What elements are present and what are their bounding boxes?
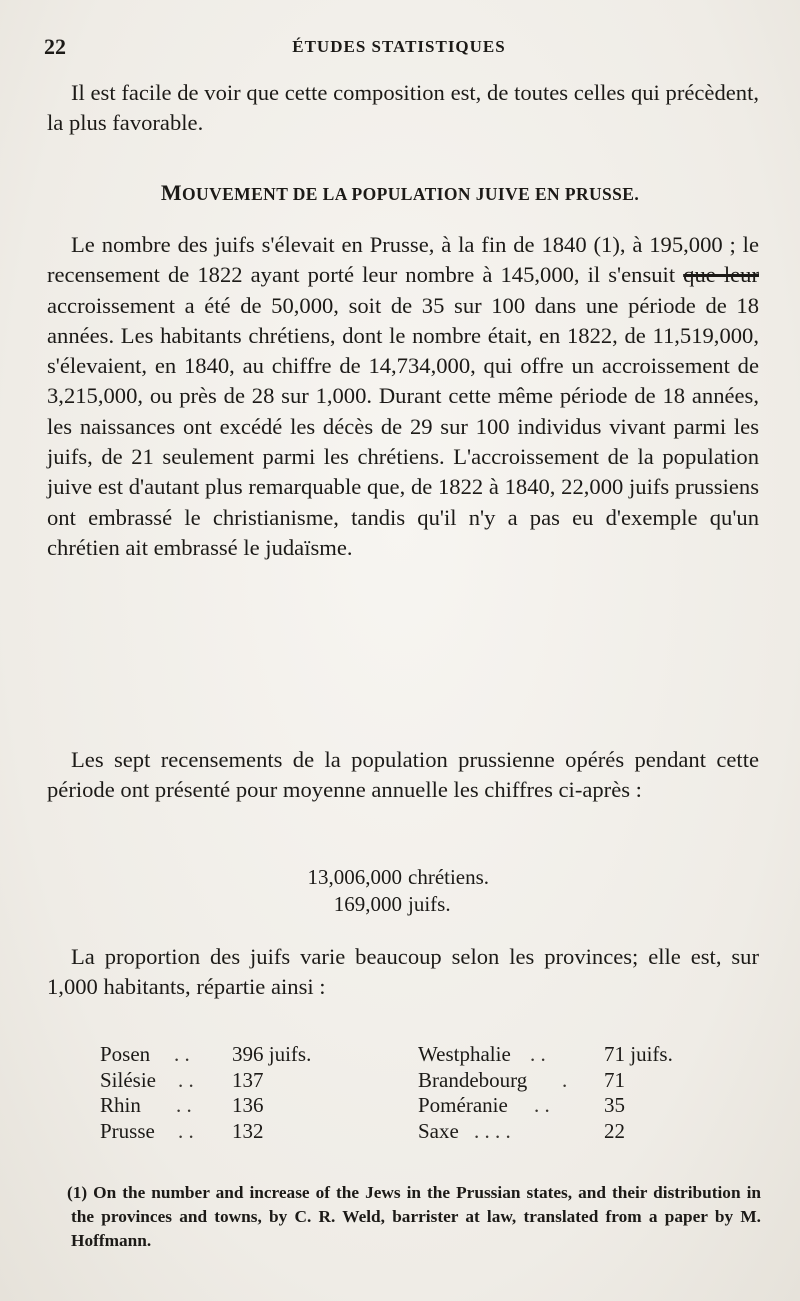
province-value: 137 — [232, 1067, 264, 1092]
province-name: Posen — [100, 1042, 151, 1066]
province-name: Westphalie — [418, 1042, 511, 1066]
recensements-paragraph — [47, 745, 759, 806]
province-name: Prusse — [100, 1118, 155, 1143]
page-number: 22 — [44, 34, 66, 59]
province-value: 396 juifs. — [232, 1042, 312, 1066]
leader-dots: . — [562, 1067, 568, 1092]
proportion-paragraph — [47, 942, 759, 1003]
province-name: Brandebourg — [418, 1067, 528, 1092]
province-value: 71 juifs. — [604, 1042, 673, 1066]
province-value: 35 — [604, 1093, 625, 1117]
leader-dots: . . — [178, 1067, 194, 1092]
province-name: Silésie — [100, 1067, 156, 1092]
average-row — [268, 891, 489, 918]
page-header — [44, 34, 754, 64]
leader-dots: . . — [534, 1093, 550, 1117]
leader-dots: . . — [178, 1118, 194, 1143]
average-label: juifs. — [408, 892, 451, 916]
running-title: ÉTUDES STATISTIQUES — [292, 37, 506, 56]
section-title-rest: OUVEMENT DE LA POPULATION JUIVE EN PRUSSE. — [182, 184, 640, 204]
average-label: chrétiens. — [408, 865, 490, 889]
province-value: 132 — [232, 1118, 264, 1143]
province-name: Poméranie — [418, 1093, 508, 1117]
main-text-part2: accroissement a été de 50,000, soit de 35 sur 100 dans une période de 18 années. Les habitants chrétiens, dont le nombre était, en 1822, de 11,519,000, s'élevaient, en 1840, au chiffre de 14,734,000, qui offre un accroissement de 3,215,000, ou près de 28 sur 1,000. Durant cette même période de 18 années, les naissances ont excédé les décès de 29 sur 100 individus vivant parmi les juifs, de 21 seulement parmi les chrétiens. L'accroissement de la population juive est d'autant plus remarquable que, de 1822 à 1840, 22,000 juifs prussiens ont embrassé le christianisme, tandis qu'il n'y a pas eu d'exemple qu'un chrétien ait embrassé le judaïsme. — [47, 292, 759, 560]
proportion-text: La proportion des juifs varie beaucoup selon les provinces; elle est, sur 1,000 habitants, répartie ainsi : — [47, 944, 759, 1000]
leader-dots: . . . . — [474, 1118, 511, 1143]
province-name: Rhin — [100, 1093, 141, 1117]
province-name: Saxe — [418, 1118, 459, 1143]
average-value: 169,000 — [333, 892, 402, 916]
province-value: 22 — [604, 1118, 625, 1143]
section-title — [0, 180, 800, 206]
main-paragraph — [47, 230, 759, 563]
leader-dots: . . — [176, 1093, 192, 1117]
main-text-part1: Le nombre des juifs s'élevait en Prusse, à la fin de 1840 (1), à 195,000 ; le recensement de 1822 ayant porté leur nombre à 145,000, il s'ensuit — [47, 232, 759, 288]
leader-dots: . . — [530, 1042, 546, 1066]
section-title-initial: M — [160, 180, 183, 205]
province-value: 136 — [232, 1093, 264, 1117]
leader-dots: . . — [174, 1042, 190, 1066]
footnote: (1) On the number and increase of the Jews in the Prussian states, and their distribution in the provinces and towns, by C. R. Weld, barrister at law, translated from a paper by M. Hoffmann. — [67, 1183, 761, 1250]
annual-averages — [268, 864, 489, 918]
average-row — [268, 864, 489, 891]
average-value: 13,006,000 — [307, 865, 402, 889]
struck-text: que leur — [683, 262, 759, 288]
intro-text: Il est facile de voir que cette composition est, de toutes celles qui précèdent, la plus favorable. — [47, 80, 759, 136]
recensements-text: Les sept recensements de la population prussienne opérés pendant cette période ont présenté pour moyenne annuelle les chiffres ci-après : — [47, 747, 759, 803]
province-value: 71 — [604, 1067, 625, 1092]
intro-paragraph — [47, 78, 759, 139]
